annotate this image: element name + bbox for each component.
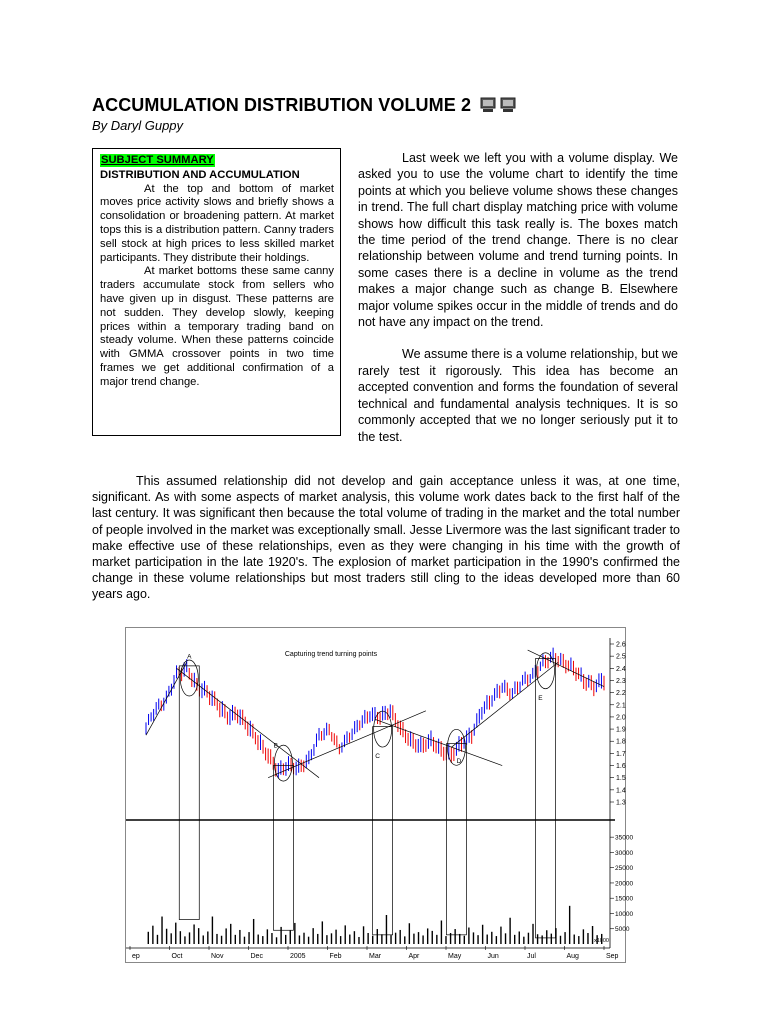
price-tick-label: 1.7 [616,750,626,758]
turning-point-label: D [456,758,462,766]
x-tick-label: Jul [527,953,536,960]
trend-line [528,650,604,686]
article-title-text: ACCUMULATION DISTRIBUTION VOLUME 2 [92,95,472,115]
x-tick-label: Dec [250,953,263,960]
volume-unit-label: x1000 [594,938,609,944]
price-tick-label: 2.6 [616,641,626,649]
turning-point-label: C [375,753,380,761]
x-tick-label: Sep [606,953,619,960]
price-tick-label: 2.4 [616,665,626,673]
price-tick-label: 2.2 [616,690,626,698]
volume-tick-label: 10000 [615,910,634,918]
volume-tick-label: 30000 [615,849,634,857]
volume-price-chart [125,627,634,963]
body-paragraph-3: This assumed relationship did not develop and gain acceptance unless it was, at one time, significant. As with some aspects of market analysis, this volume work dates back to the first half of the last century. It was significant then because the total volume of trading in the market and the total number of people involved in the market was exceptionally small. Jesse Livermore was the last significant trader to make effective use of these relationships, even as they were changing in his time with the growth of market participation in the late 1920's. The explosion of market participation in the 1990's confirmed the change in these volume relationships but most traders still cling to the ideas developed more than 60 years ago. [92,474,680,602]
right-column [358,150,678,461]
volume-tick-label: 35000 [615,834,634,842]
price-tick-label: 2.3 [616,677,626,685]
volume-tick-label: 15000 [615,895,634,903]
x-tick-label: Jun [487,953,499,960]
turning-point-label: E [538,694,543,702]
x-tick-label: Mar [369,953,382,960]
x-tick-label: May [448,953,462,960]
turning-point-box [179,666,199,920]
summary-heading: DISTRIBUTION AND ACCUMULATION [100,168,300,181]
turning-point-label: B [273,742,278,750]
volume-layer [148,906,601,944]
turning-point-label: A [187,653,192,661]
price-tick-label: 1.3 [616,799,626,807]
x-tick-label: 2005 [290,953,306,960]
price-tick-label: 1.4 [616,787,626,795]
x-tick-label: Oct [171,953,183,960]
price-tick-label: 1.6 [616,763,626,771]
x-tick-label: Apr [408,953,420,960]
volume-tick-label: 25000 [615,865,634,873]
price-tick-label: 2.5 [616,653,626,661]
chart-title: Capturing trend turning points [284,651,378,658]
trend-line [375,719,502,765]
price-tick-label: 1.5 [616,775,626,783]
summary-paragraph-1: At the top and bottom of market moves price activity slows and briefly shows a consolidation or broadening pattern. At market tops this is a distribution pattern. Canny traders sell stock at high prices to less skilled market participants. They distribute their holdings. [100,182,334,264]
volume-tick-label: 5000 [615,926,630,934]
x-tick-label: Feb [329,953,342,960]
price-tick-label: 2.0 [616,714,626,722]
trend-line [451,662,558,747]
summary-paragraph-2: At market bottoms these same canny traders accumulate stock from sellers who have given up in disgust. These patterns are not sudden. They develop slowly, keeping prices within a temporary trading band on steady volume. When these patterns coincide with GMMA crossover points in two time frames we get additional confirmation of a major trend change. [100,265,334,388]
turning-point-box [446,744,466,935]
x-tick-label: Aug [566,953,579,960]
price-tick-label: 2.1 [616,702,626,710]
subject-summary-box [92,148,341,436]
chart-svg [126,628,634,962]
article-title [92,95,520,116]
body-paragraph-2: We assume there is a volume relationship, but we rarely test it rigorously. This idea has become an accepted convention and forms the foundation of several technical and fundamental analysis techniques. It is so commonly accepted that we no longer seriously put it to the test. [358,347,678,444]
x-tick-label: Nov [211,953,224,960]
full-width-text [92,473,680,603]
body-paragraph-1: Last week we left you with a volume display. We asked you to use the volume chart to identify the time points at which you believe volume shows these changes in trend. The full chart display matching price with volume shows how difficult this task really is. The boxes match the time period of the trend change. There is no clear relationship between volume and trend turning points. In some cases there is a decline in volume as the trend makes a major change such as change B. Elsewhere major volume spikes occur in the middle of trends and do not have any impact on the trend. [358,151,678,330]
computer-icon [480,97,520,113]
volume-tick-label: 20000 [615,880,634,888]
price-tick-label: 1.9 [616,726,626,734]
byline: By Daryl Guppy [92,118,184,133]
price-tick-label: 1.8 [616,738,626,746]
x-tick-label: ep [132,953,140,960]
subject-summary-tag: SUBJECT SUMMARY [101,154,214,166]
turning-point-box [273,766,293,931]
